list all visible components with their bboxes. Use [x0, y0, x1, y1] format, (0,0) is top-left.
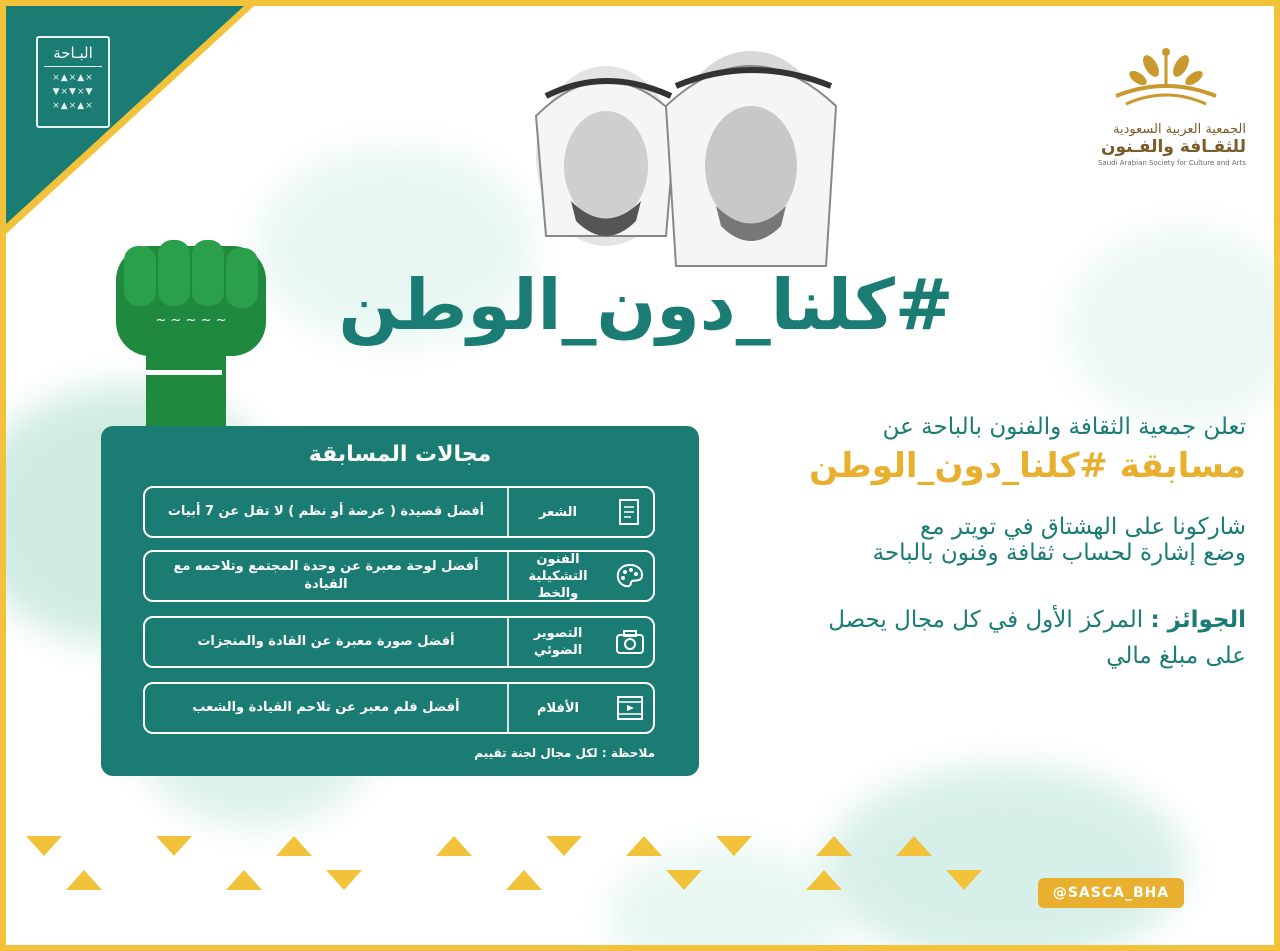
category-poetry [143, 486, 655, 538]
triangle-decor [506, 870, 542, 890]
flag-fist-illustration [106, 226, 276, 426]
society-name-english: Saudi Arabian Society for Culture and Arts [1097, 159, 1246, 167]
film-icon [607, 694, 653, 722]
category-description: أفضل لوحة معبرة عن وحدة المجتمع وتلاحمه مع القيادة [173, 559, 479, 592]
prizes-text [766, 602, 1246, 674]
palette-icon [607, 562, 653, 590]
triangle-decor [666, 870, 702, 890]
category-films [143, 682, 655, 734]
share-instruction-line2: وضع إشارة لحساب ثقافة وفنون بالباحة [872, 540, 1246, 566]
category-description: أفضل صورة معبرة عن القادة والمنجزات [197, 634, 455, 649]
camera-icon [607, 629, 653, 655]
triangle-decor [816, 836, 852, 856]
triangle-decor [946, 870, 982, 890]
twitter-handle[interactable]: @SASCA_BHA [1038, 878, 1184, 908]
society-logo [1086, 46, 1246, 167]
baha-badge-title: البـاحة [44, 44, 102, 67]
triangle-decor [66, 870, 102, 890]
category-fine-arts [143, 550, 655, 602]
triangle-decor [226, 870, 262, 890]
triangle-decor [326, 870, 362, 890]
category-name: التصوير الضوئي [533, 626, 583, 658]
category-photography [143, 616, 655, 668]
main-hashtag-headline: #كلنا_دون_الوطن [338, 264, 954, 346]
triangle-decor [156, 836, 192, 856]
watercolor-blob [1066, 226, 1280, 426]
divider [507, 618, 509, 666]
share-instruction-line1: شاركونا على الهشتاق في تويتر مع [919, 514, 1246, 540]
society-name-line2: للثقـافة والفـنون [1101, 137, 1246, 157]
triangle-decor [546, 836, 582, 856]
categories-title: مجالات المسابقة [308, 442, 492, 467]
divider [507, 552, 509, 600]
announcement-intro: تعلن جمعية الثقافة والفنون بالباحة عن [882, 414, 1246, 440]
scroll-icon [607, 497, 653, 527]
prizes-label: الجوائز : [1150, 607, 1246, 633]
categories-panel [101, 426, 699, 776]
category-description: أفضل قصيدة ( عرضة أو نظم ) لا تقل عن 7 أبيات [167, 504, 485, 519]
triangle-decor [276, 836, 312, 856]
triangle-decor [896, 836, 932, 856]
svg-text:~ ~ ~ ~ ~: ~ ~ ~ ~ ~ [155, 313, 227, 328]
leaders-portrait-illustration [506, 36, 846, 276]
triangle-decor [436, 836, 472, 856]
category-name: الشعر [539, 504, 577, 520]
category-description: أفضل فلم معبر عن تلاحم القيادة والشعب [192, 700, 460, 715]
categories-note: ملاحظة : لكل مجال لجنة تقييم [474, 746, 655, 760]
competition-name: مسابقة #كلنا_دون_الوطن [809, 446, 1246, 486]
triangle-decor [26, 836, 62, 856]
category-name: الأفلام [536, 700, 580, 716]
triangle-decor [626, 836, 662, 856]
society-name-line1: الجمعية العربية السعودية [1113, 122, 1246, 137]
triangle-decor [806, 870, 842, 890]
baha-badge [36, 36, 110, 128]
prizes-text-line1: المركز الأول في كل مجال يحصل [828, 607, 1144, 633]
divider [507, 488, 509, 536]
badge-pattern: ⨯▲⨯▲⨯ ▼⨯▼⨯▼ ⨯▲⨯▲⨯ [52, 73, 94, 111]
announcement-block [766, 414, 1246, 674]
divider [507, 684, 509, 732]
book-leaves-icon [1106, 46, 1226, 116]
triangle-decor [716, 836, 752, 856]
category-name: الفنون التشكيلية والخط [528, 551, 588, 601]
prizes-text-line2: على مبلغ مالي [1106, 643, 1246, 669]
